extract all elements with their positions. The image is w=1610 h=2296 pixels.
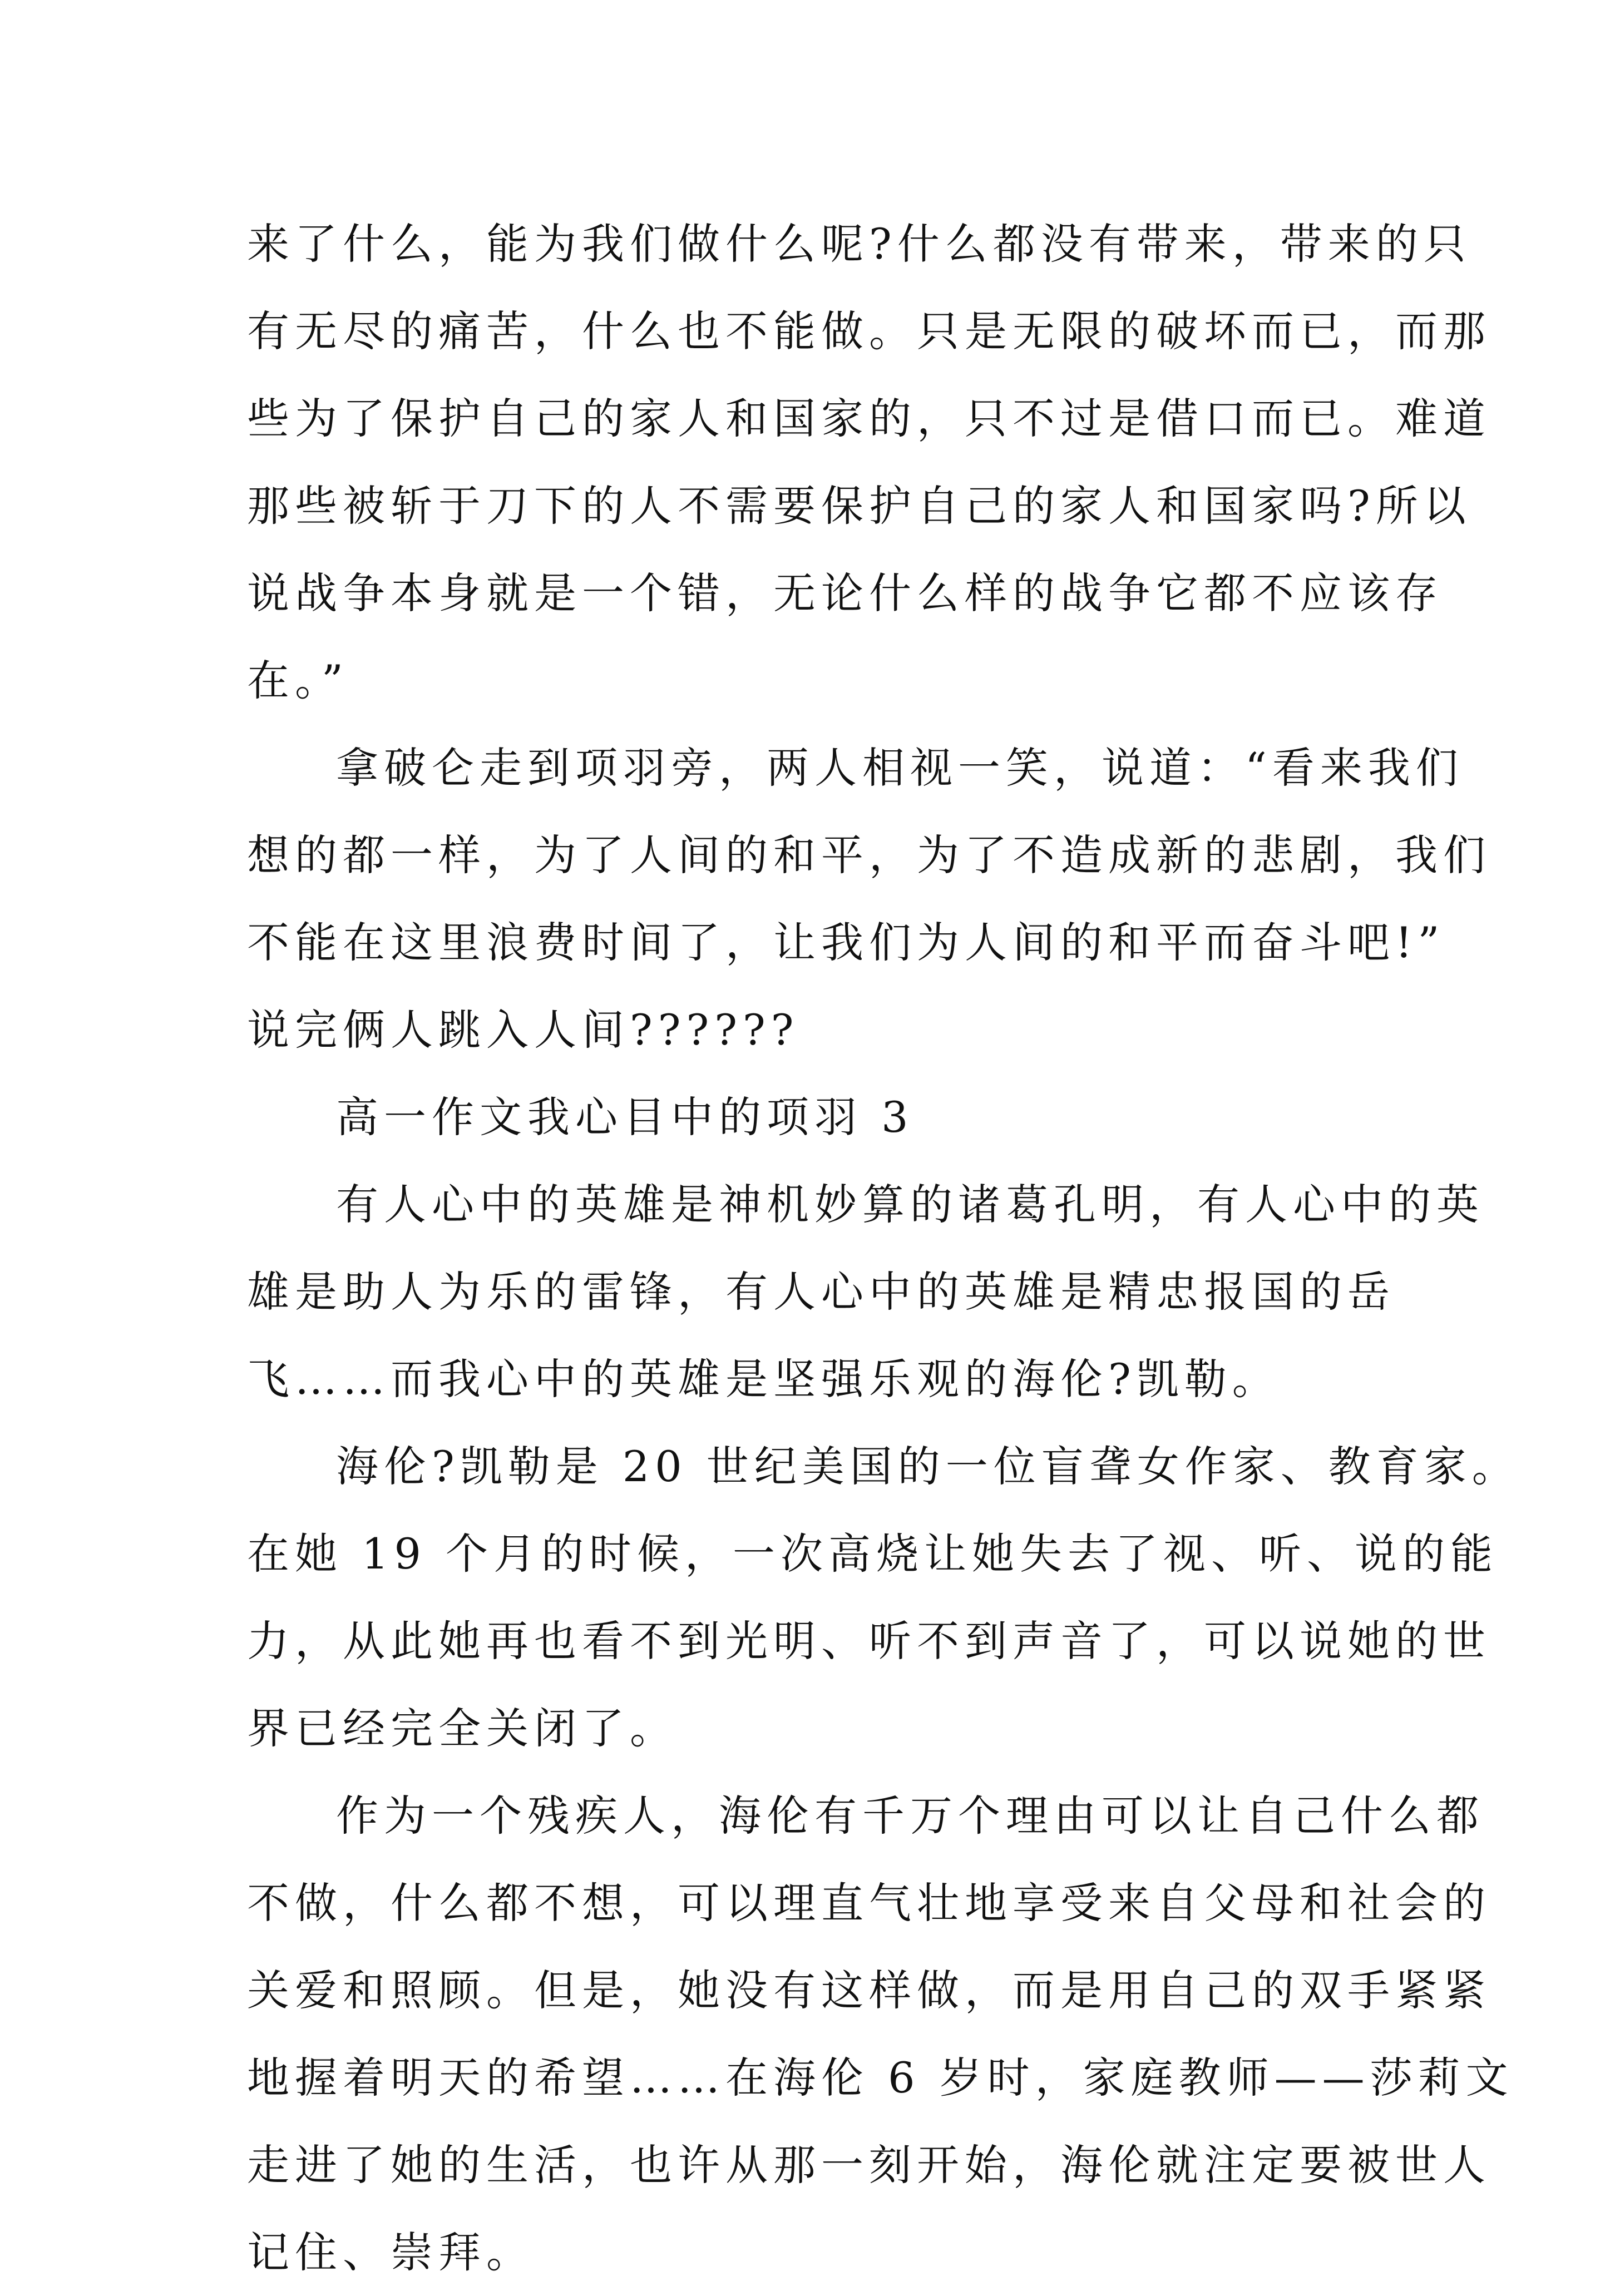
section-heading: 高一作文我心目中的项羽 3: [336, 1092, 914, 1142]
text-line-5: 说战争本身就是一个错，无论什么样的战争它都不应该存: [247, 568, 1443, 618]
text-line-20: 不做，什么都不想，可以理直气壮地享受来自父母和社会的: [247, 1878, 1491, 1928]
text-line-6: 在。”: [247, 656, 349, 705]
text-line-17: 力，从此她再也看不到光明、听不到声音了，可以说她的世: [247, 1616, 1491, 1666]
text-line-23: 走进了她的生活，也许从那一刻开始，海伦就注定要被世人: [247, 2140, 1491, 2190]
text-line-18: 界已经完全关闭了。: [247, 1704, 678, 1753]
text-line-19: 作为一个残疾人，海伦有千万个理由可以让自己什么都: [336, 1791, 1484, 1840]
text-line-24: 记住、崇拜。: [247, 2228, 534, 2277]
text-line-22: 地握着明天的希望……在海伦 6 岁时，家庭教师——莎莉文: [247, 2053, 1514, 2102]
text-line-13: 雄是助人为乐的雷锋，有人心中的英雄是精忠报国的岳: [247, 1267, 1395, 1317]
text-line-4: 那些被斩于刀下的人不需要保护自己的家人和国家吗?所以: [247, 481, 1471, 531]
text-line-8: 想的都一样，为了人间的和平，为了不造成新的悲剧，我们: [247, 830, 1491, 880]
text-line-14: 飞……而我心中的英雄是坚强乐观的海伦?凯勒。: [247, 1354, 1280, 1404]
text-line-7: 拿破仑走到项羽旁，两人相视一笑，说道：“看来我们: [336, 743, 1464, 793]
text-line-16: 在她 19 个月的时候，一次高烧让她失去了视、听、说的能: [247, 1529, 1499, 1578]
text-line-12: 有人心中的英雄是神机妙算的诸葛孔明，有人心中的英: [336, 1180, 1484, 1229]
text-line-9: 不能在这里浪费时间了，让我们为人间的和平而奋斗吧!”: [247, 918, 1445, 967]
text-line-1: 来了什么，能为我们做什么呢?什么都没有带来，带来的只: [247, 219, 1471, 269]
text-line-15: 海伦?凯勒是 20 世纪美国的一位盲聋女作家、教育家。: [336, 1442, 1520, 1491]
text-line-10: 说完俩人跳入人间??????: [247, 1005, 799, 1055]
text-line-3: 些为了保护自己的家人和国家的，只不过是借口而已。难道: [247, 394, 1491, 443]
text-line-2: 有无尽的痛苦，什么也不能做。只是无限的破坏而已，而那: [247, 306, 1491, 356]
document-body: [247, 200, 1520, 2296]
text-line-21: 关爱和照顾。但是，她没有这样做，而是用自己的双手紧紧: [247, 1966, 1491, 2015]
